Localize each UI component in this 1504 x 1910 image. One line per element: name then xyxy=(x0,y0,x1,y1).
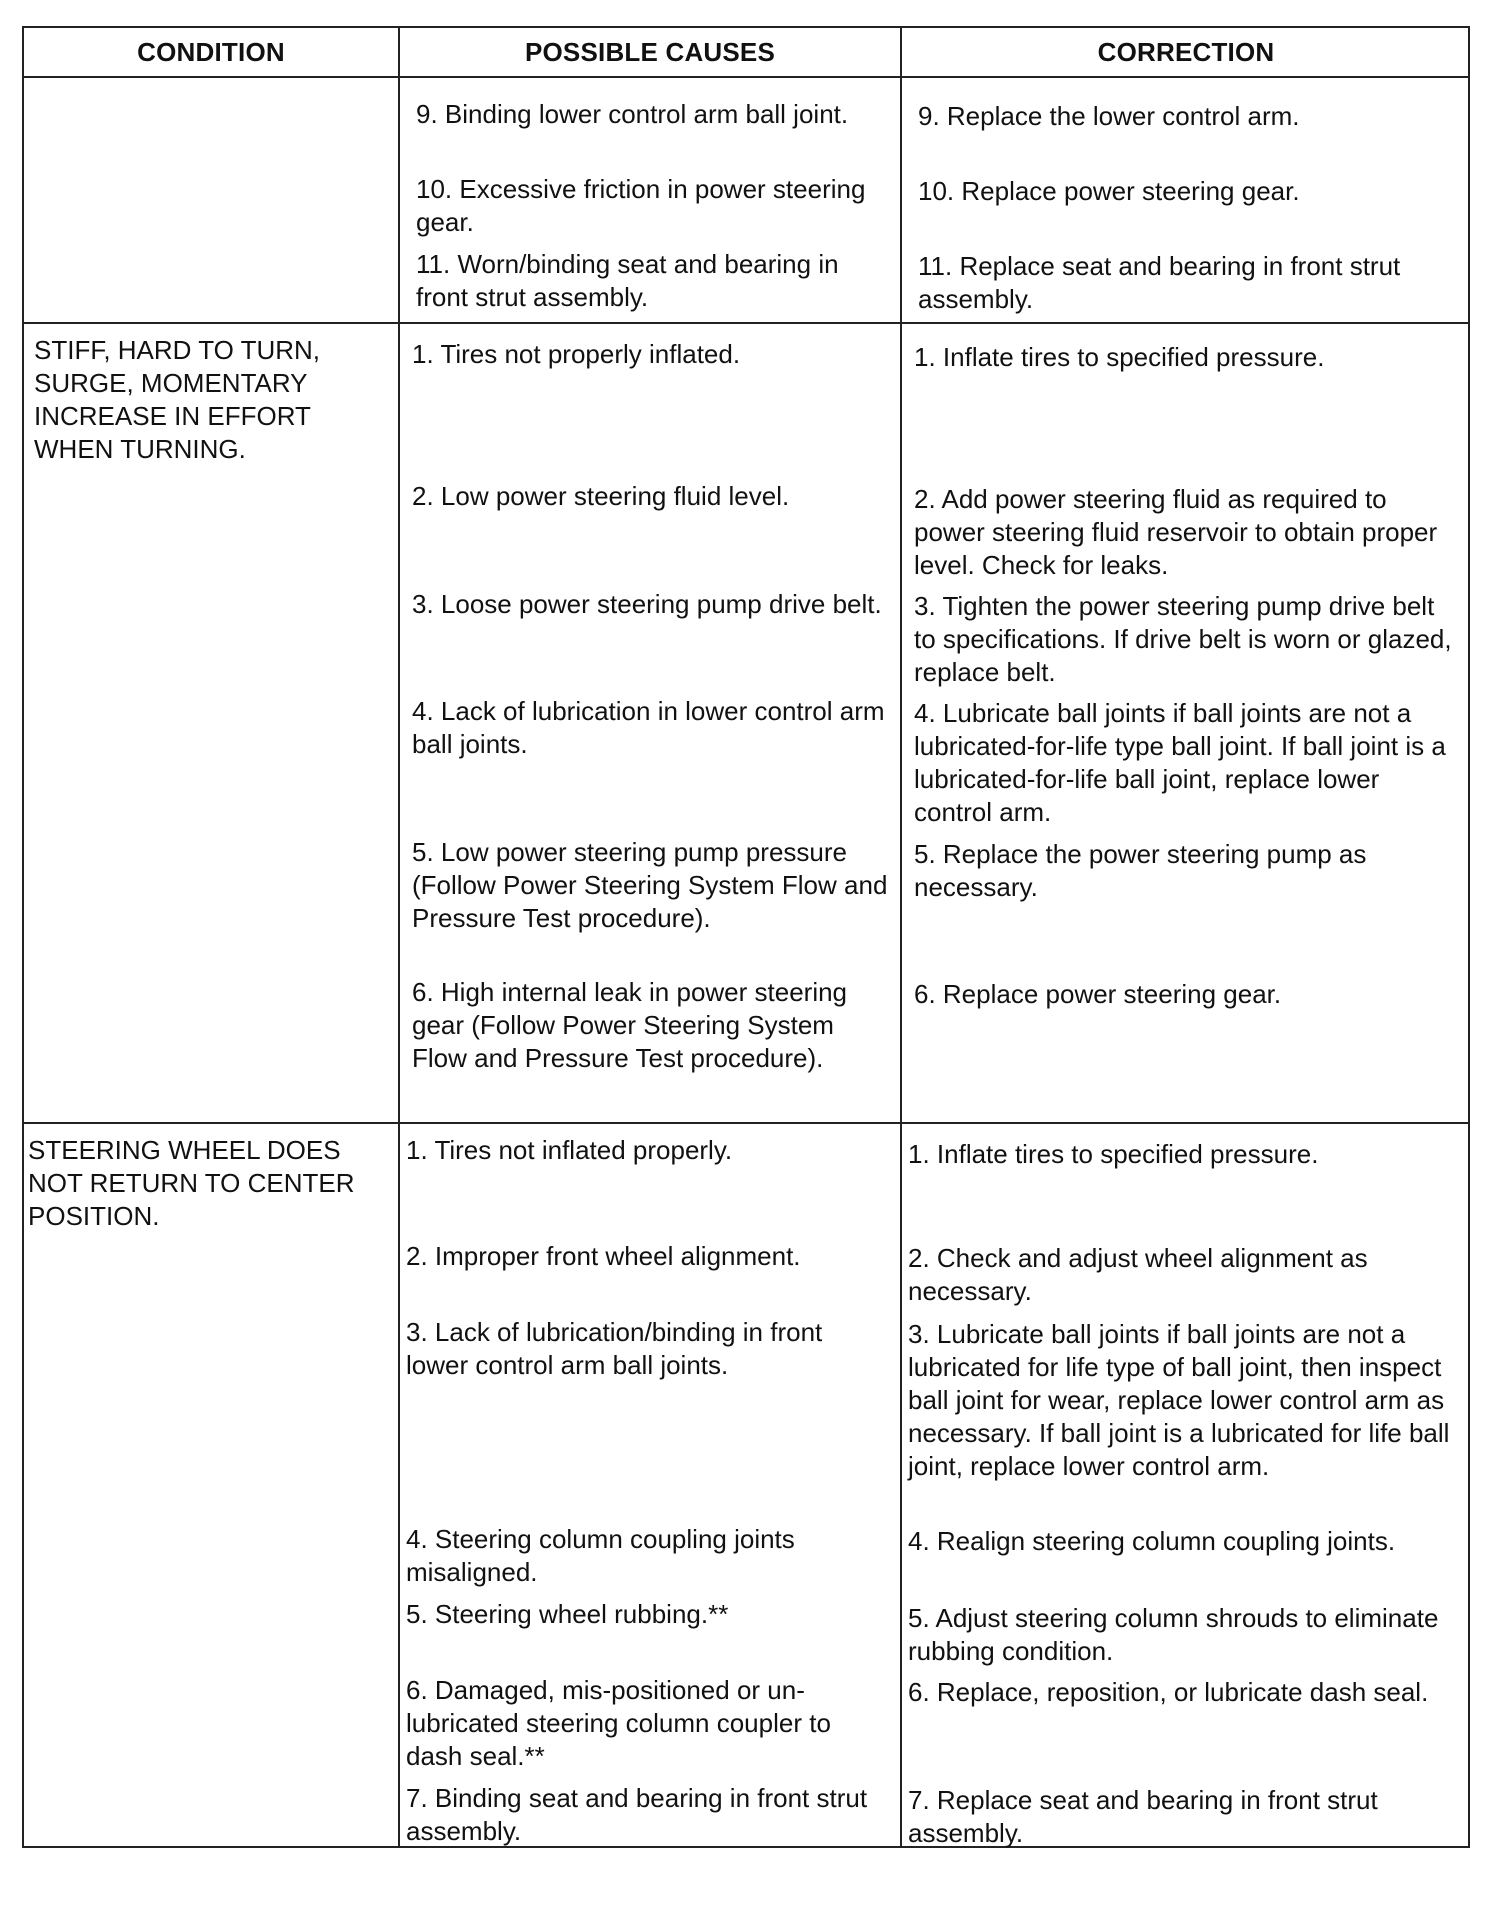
cause-text: 1. Tires not properly inflated. xyxy=(412,339,741,369)
correction-text: 5. Replace the power steering pump as necessary. xyxy=(914,839,1367,902)
condition-text: STIFF, HARD TO TURN, SURGE, MOMENTARY INCREASE IN EFFORT WHEN TURNING. xyxy=(34,335,321,464)
correction-text: 6. Replace power steering gear. xyxy=(914,979,1282,1009)
cause-text: 4. Lack of lubrication in lower control arm ball joints. xyxy=(412,696,885,759)
cause-text: 9. Binding lower control arm ball joint. xyxy=(416,99,849,129)
cause-text: 6. High internal leak in power steering gear (Follow Power Steering System Flow and Pressure Test procedure). xyxy=(412,977,848,1073)
group-divider xyxy=(24,322,1468,324)
cause-text: 6. Damaged, mis-positioned or un-lubricated steering column coupler to dash seal.** xyxy=(406,1675,831,1771)
correction-text: 7. Replace seat and bearing in front strut assembly. xyxy=(908,1785,1378,1848)
correction-text: 2. Check and adjust wheel alignment as necessary. xyxy=(908,1243,1368,1306)
cause-text: 11. Worn/binding seat and bearing in front strut assembly. xyxy=(416,249,839,312)
correction-text: 3. Tighten the power steering pump drive belt to specifications. If drive belt is worn or glazed, replace belt. xyxy=(914,591,1452,687)
cause-text: 2. Improper front wheel alignment. xyxy=(406,1241,801,1271)
cause-text: 1. Tires not inflated properly. xyxy=(406,1135,733,1165)
cause-text: 3. Loose power steering pump drive belt. xyxy=(412,589,882,619)
cause-text: 7. Binding seat and bearing in front strut assembly. xyxy=(406,1783,868,1846)
correction-text: 1. Inflate tires to specified pressure. xyxy=(908,1139,1319,1169)
group-divider xyxy=(24,1122,1468,1124)
cause-text: 3. Lack of lubrication/binding in front lower control arm ball joints. xyxy=(406,1317,823,1380)
correction-text: 2. Add power steering fluid as required to power steering fluid reservoir to obtain proper level. Check for leaks. xyxy=(914,484,1438,580)
header-condition: CONDITION xyxy=(137,36,285,67)
cause-text: 5. Steering wheel rubbing.** xyxy=(406,1599,729,1629)
correction-text: 4. Realign steering column coupling joints. xyxy=(908,1526,1396,1556)
correction-text: 9. Replace the lower control arm. xyxy=(918,101,1300,131)
header-correction: CORRECTION xyxy=(1097,36,1275,67)
correction-text: 10. Replace power steering gear. xyxy=(918,176,1300,206)
correction-text: 1. Inflate tires to specified pressure. xyxy=(914,342,1325,372)
column-divider xyxy=(398,28,400,1846)
correction-text: 6. Replace, reposition, or lubricate dash seal. xyxy=(908,1677,1429,1707)
correction-text: 4. Lubricate ball joints if ball joints are not a lubricated-for-life type ball joint. If ball joint is a lubricated-for-life ball joint, replace lower control arm. xyxy=(914,698,1446,827)
diagnosis-table xyxy=(22,26,1470,1848)
column-divider xyxy=(900,28,902,1846)
cause-text: 2. Low power steering fluid level. xyxy=(412,481,790,511)
correction-text: 5. Adjust steering column shrouds to eliminate rubbing condition. xyxy=(908,1603,1439,1666)
cause-text: 4. Steering column coupling joints misaligned. xyxy=(406,1524,795,1587)
cause-text: 10. Excessive friction in power steering gear. xyxy=(416,174,866,237)
header-divider xyxy=(24,76,1468,78)
cause-text: 5. Low power steering pump pressure (Follow Power Steering System Flow and Pressure Test procedure). xyxy=(412,837,888,933)
correction-text: 11. Replace seat and bearing in front strut assembly. xyxy=(918,251,1401,314)
condition-text: STEERING WHEEL DOES NOT RETURN TO CENTER POSITION. xyxy=(28,1135,355,1231)
header-possible-causes: POSSIBLE CAUSES xyxy=(524,36,776,67)
correction-text: 3. Lubricate ball joints if ball joints are not a lubricated for life type of ball joint, then inspect ball joint for wear, replace lower control arm as necessary. If ball joint is a lubricated for life ball joint, replace lower control arm. xyxy=(908,1319,1450,1481)
